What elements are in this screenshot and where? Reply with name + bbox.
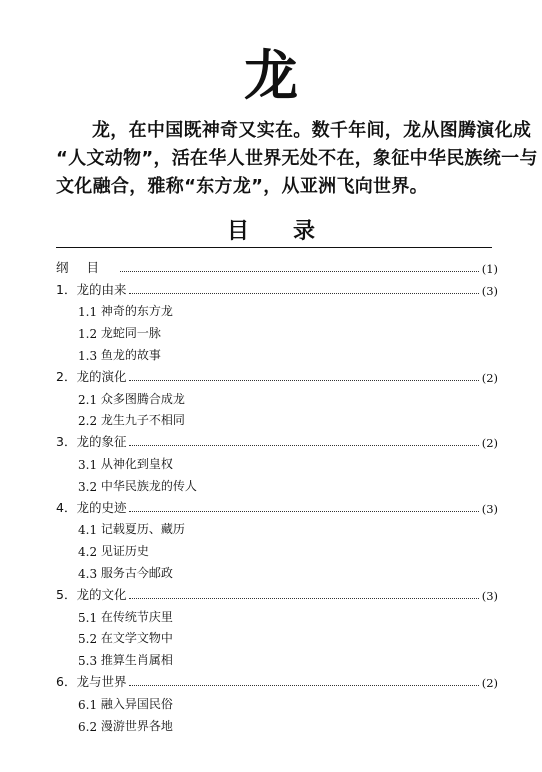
toc-entry-number: 4.3 (78, 566, 101, 581)
toc-chapter-entry[interactable] (56, 668, 498, 690)
toc-entry-number: 1.3 (78, 348, 101, 363)
toc-section-entry[interactable] (56, 646, 498, 668)
toc-entry-label: 漫游世界各地 (100, 718, 173, 733)
toc-divider (56, 247, 492, 248)
toc-entry-label: 龙生九子不相同 (100, 413, 185, 428)
toc-page-number: (1) (481, 261, 498, 276)
toc-entry-number: 1.2 (78, 327, 101, 342)
toc-entry-label: 记载夏历、藏历 (100, 522, 185, 537)
toc-chapter-entry[interactable] (56, 276, 498, 298)
toc-page-number: (3) (481, 501, 498, 516)
toc-entry-label: 龙的文化 (76, 586, 127, 602)
toc-entry-label: 纲目 (56, 259, 118, 275)
toc-dot-leader (129, 597, 478, 599)
toc-dot-leader (120, 270, 479, 272)
intro-line: 龙，在中国既神奇又实在。数千年间，龙从图腾演化成 (92, 120, 532, 141)
toc-section-entry[interactable] (56, 603, 498, 625)
toc-dot-leader (129, 444, 478, 446)
toc-entry-label: 龙与世界 (76, 673, 127, 689)
toc-section-entry[interactable] (56, 450, 498, 472)
toc-entry-label: 龙蛇同一脉 (100, 326, 161, 341)
intro-paragraph (56, 117, 538, 201)
toc-entry-label: 在传统节庆里 (100, 609, 173, 624)
toc-entry-label: 推算生肖属相 (100, 653, 173, 668)
table-of-contents (56, 254, 498, 734)
toc-page-number: (2) (481, 370, 498, 385)
toc-entry-number: 6.1 (78, 697, 101, 712)
toc-entry-label: 见证历史 (100, 544, 149, 559)
toc-entry-number: 5． (56, 586, 77, 602)
toc-entry-label: 神奇的东方龙 (100, 304, 173, 319)
toc-entry-number: 2.2 (78, 414, 101, 429)
toc-entry-number: 4． (56, 499, 77, 515)
toc-entry-number: 5.2 (78, 632, 101, 647)
toc-section-entry[interactable] (56, 472, 498, 494)
toc-section-entry[interactable] (56, 341, 498, 363)
toc-page-number: (2) (481, 675, 498, 690)
toc-entry-number: 1． (56, 281, 77, 297)
toc-chapter-entry[interactable] (56, 428, 498, 450)
toc-chapter-entry[interactable] (56, 581, 498, 603)
intro-line: “人文动物”，活在华人世界无处不在，象征中华民族统一与 (56, 148, 538, 169)
toc-section-entry[interactable] (56, 625, 498, 647)
toc-entry-label: 从神化到皇权 (100, 456, 173, 471)
toc-dot-leader (129, 510, 478, 512)
toc-dot-leader (129, 684, 478, 686)
toc-section-entry[interactable] (56, 712, 498, 734)
toc-entry-label: 众多图腾合成龙 (100, 391, 185, 406)
toc-title: 目录 (226, 219, 359, 244)
toc-entry-number: 6.2 (78, 719, 101, 734)
toc-entry-label: 龙的由来 (76, 281, 127, 297)
toc-chapter-entry[interactable] (56, 254, 498, 276)
toc-entry-number: 3.1 (78, 457, 101, 472)
toc-entry-number: 4.2 (78, 545, 101, 560)
toc-page-number: (3) (481, 283, 498, 298)
toc-entry-number: 2.1 (78, 392, 101, 407)
toc-entry-number: 5.3 (78, 654, 101, 669)
toc-section-entry[interactable] (56, 298, 498, 320)
toc-section-entry[interactable] (56, 537, 498, 559)
toc-chapter-entry[interactable] (56, 363, 498, 385)
page-title: 龙 (244, 43, 298, 107)
toc-page-number: (2) (481, 436, 498, 451)
toc-section-entry[interactable] (56, 319, 498, 341)
toc-section-entry[interactable] (56, 559, 498, 581)
toc-entry-label: 服务古今邮政 (100, 565, 173, 580)
toc-entry-label: 中华民族龙的传人 (100, 478, 197, 493)
toc-entry-number: 4.1 (78, 523, 101, 538)
toc-entry-label: 在文学文物中 (100, 631, 173, 646)
toc-entry-label: 龙的史迹 (76, 499, 127, 515)
toc-entry-label: 融入异国民俗 (100, 696, 173, 711)
toc-page-number: (3) (481, 588, 498, 603)
toc-chapter-entry[interactable] (56, 494, 498, 516)
toc-section-entry[interactable] (56, 385, 498, 407)
toc-entry-number: 6． (56, 673, 77, 689)
toc-section-entry[interactable] (56, 690, 498, 712)
toc-entry-number: 3.2 (78, 479, 101, 494)
toc-entry-label: 龙的象征 (76, 434, 127, 450)
toc-entry-label: 鱼龙的故事 (100, 347, 161, 362)
toc-entry-number: 3． (56, 434, 77, 450)
toc-dot-leader (129, 379, 478, 381)
toc-entry-label: 龙的演化 (76, 368, 127, 384)
toc-entry-number: 2． (56, 368, 77, 384)
toc-section-entry[interactable] (56, 407, 498, 429)
toc-entry-number: 1.1 (78, 305, 101, 320)
intro-line: 文化融合，雅称“东方龙”，从亚洲飞向世界。 (56, 176, 428, 197)
toc-section-entry[interactable] (56, 516, 498, 538)
toc-entry-number: 5.1 (78, 610, 101, 625)
toc-dot-leader (129, 292, 478, 294)
